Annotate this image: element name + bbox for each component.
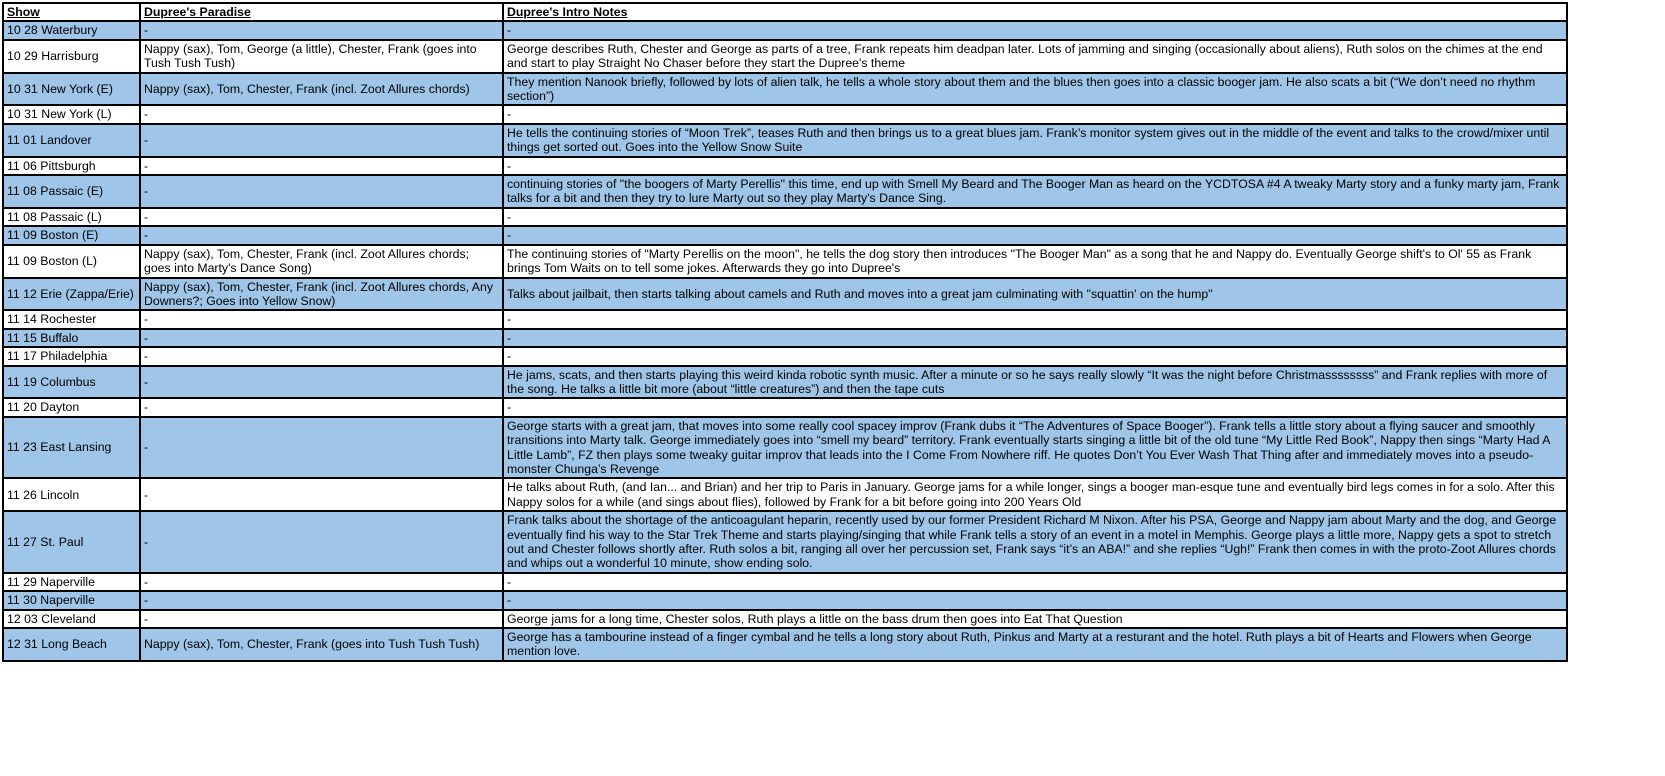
table-row: [3, 329, 1567, 347]
paradise-cell: -: [140, 398, 503, 416]
paradise-cell: -: [140, 21, 503, 39]
table-row: [3, 610, 1567, 628]
show-name-cell: 11 29 Naperville: [3, 573, 140, 591]
show-name-cell: 12 31 Long Beach: [3, 628, 140, 661]
table-row: [3, 175, 1567, 208]
paradise-cell: -: [140, 610, 503, 628]
table-row: [3, 278, 1567, 311]
table-row: [3, 310, 1567, 328]
table-row: [3, 157, 1567, 175]
paradise-cell: Nappy (sax), Tom, Chester, Frank (incl. Zoot Allures chords; goes into Marty's Dance Song): [140, 245, 503, 278]
paradise-cell: -: [140, 124, 503, 157]
show-name-cell: 11 30 Naperville: [3, 591, 140, 609]
show-name-cell: 10 31 New York (E): [3, 73, 140, 106]
table-row: [3, 478, 1567, 511]
intro-notes-cell: -: [503, 226, 1567, 244]
paradise-cell: -: [140, 511, 503, 573]
paradise-cell: -: [140, 478, 503, 511]
table-row: [3, 124, 1567, 157]
show-name-cell: 11 27 St. Paul: [3, 511, 140, 573]
show-name-cell: 11 08 Passaic (L): [3, 208, 140, 226]
paradise-cell: -: [140, 105, 503, 123]
table-row: [3, 573, 1567, 591]
show-name-cell: 10 28 Waterbury: [3, 21, 140, 39]
header-show: Show: [3, 3, 140, 21]
paradise-cell: -: [140, 366, 503, 399]
paradise-cell: -: [140, 573, 503, 591]
intro-notes-cell: continuing stories of "the boogers of Marty Perellis" this time, end up with Smell My Beard and The Booger Man as heard on the YCDTOSA #4 A tweaky Marty story and a funky marty jam, Frank talks for a bit and then they try to lure Marty out so they play Marty's Dance Sing.: [503, 175, 1567, 208]
intro-notes-cell: He tells the continuing stories of “Moon Trek”, teases Ruth and then brings us to a great blues jam. Frank’s monitor system gives out in the middle of the event and talks to the crowd/mixer until things get sorted out. Goes into the Yellow Snow Suite: [503, 124, 1567, 157]
show-name-cell: 11 09 Boston (L): [3, 245, 140, 278]
intro-notes-cell: The continuing stories of "Marty Perellis on the moon", he tells the dog story then introduces "The Booger Man" as a song that he and Nappy do. Eventually George shift's to Ol' 55 as Frank brings Tom Waits on to tell some jokes. Afterwards they go into Dupree's: [503, 245, 1567, 278]
show-name-cell: 11 20 Dayton: [3, 398, 140, 416]
paradise-cell: Nappy (sax), Tom, Chester, Frank (goes into Tush Tush Tush): [140, 628, 503, 661]
show-name-cell: 11 06 Pittsburgh: [3, 157, 140, 175]
intro-notes-cell: George starts with a great jam, that moves into some really cool spacey improv (Frank dubs it “The Adventures of Space Booger”). Frank tells a little story about a flying saucer and smoothly transitions into Marty talk. George immediately goes into “smell my beard” territory. Frank eventually starts singing a little bit of the old tune “My Little Red Book”, Nappy then sings “Marty Had A Little Lamb”, FZ then plays some tweaky guitar improv that leads into the I Come From Nowhere riff. He quotes Don’t You Ever Wash That Thing after and immediately moves into a pseudo-monster Chunga’s Revenge: [503, 417, 1567, 479]
intro-notes-cell: -: [503, 105, 1567, 123]
intro-notes-cell: He talks about Ruth, (and Ian... and Brian) and her trip to Paris in January. George jams for a while longer, sings a booger man-esque tune and eventually bird legs comes in for a solo. After this Nappy solos for a while (and sings about flies), followed by Frank for a bit before going into 200 Years Old: [503, 478, 1567, 511]
show-name-cell: 11 23 East Lansing: [3, 417, 140, 479]
table-row: [3, 398, 1567, 416]
table-row: [3, 73, 1567, 106]
show-name-cell: 10 29 Harrisburg: [3, 40, 140, 73]
paradise-cell: Nappy (sax), Tom, Chester, Frank (incl. Zoot Allures chords): [140, 73, 503, 106]
show-name-cell: 11 19 Columbus: [3, 366, 140, 399]
paradise-cell: -: [140, 226, 503, 244]
show-name-cell: 11 17 Philadelphia: [3, 347, 140, 365]
intro-notes-cell: George jams for a long time, Chester solos, Ruth plays a little on the bass drum then goes into Eat That Question: [503, 610, 1567, 628]
show-name-cell: 11 09 Boston (E): [3, 226, 140, 244]
show-name-cell: 11 08 Passaic (E): [3, 175, 140, 208]
paradise-cell: -: [140, 417, 503, 479]
show-name-cell: 11 14 Rochester: [3, 310, 140, 328]
intro-notes-cell: He jams, scats, and then starts playing this weird kinda robotic synth music. After a minute or so he says really slowly “It was the night before Christmassssssss” and Frank replies with more of the song. He talks a little bit more (about “little creatures”) and then the tape cuts: [503, 366, 1567, 399]
table-row: [3, 245, 1567, 278]
show-name-cell: 12 03 Cleveland: [3, 610, 140, 628]
paradise-cell: -: [140, 157, 503, 175]
table-row: [3, 105, 1567, 123]
intro-notes-cell: -: [503, 591, 1567, 609]
paradise-cell: -: [140, 329, 503, 347]
header-row: [3, 3, 1567, 21]
intro-notes-cell: -: [503, 347, 1567, 365]
header-dupree-intro-notes: Dupree's Intro Notes: [503, 3, 1567, 21]
shows-table: [2, 2, 1568, 662]
show-name-cell: 10 31 New York (L): [3, 105, 140, 123]
intro-notes-cell: George describes Ruth, Chester and George as parts of a tree, Frank repeats him deadpan later. Lots of jamming and singing (occasionally about aliens), Ruth solos on the chimes at the end and start to play Straight No Chaser before they start the Dupree's theme: [503, 40, 1567, 73]
table-row: [3, 208, 1567, 226]
table-row: [3, 40, 1567, 73]
table-row: [3, 591, 1567, 609]
table-row: [3, 511, 1567, 573]
header-dupree-paradise: Dupree's Paradise: [140, 3, 503, 21]
intro-notes-cell: -: [503, 208, 1567, 226]
intro-notes-cell: George has a tambourine instead of a finger cymbal and he tells a long story about Ruth, Pinkus and Marty at a resturant and the hotel. Ruth plays a bit of Hearts and Flowers when George mention love.: [503, 628, 1567, 661]
paradise-cell: -: [140, 310, 503, 328]
table-body: [3, 21, 1567, 660]
table-row: [3, 417, 1567, 479]
table-row: [3, 366, 1567, 399]
show-name-cell: 11 15 Buffalo: [3, 329, 140, 347]
table-row: [3, 226, 1567, 244]
intro-notes-cell: Talks about jailbait, then starts talking about camels and Ruth and moves into a great jam culminating with "squattin' on the hump": [503, 278, 1567, 311]
intro-notes-cell: -: [503, 157, 1567, 175]
intro-notes-cell: -: [503, 329, 1567, 347]
show-name-cell: 11 12 Erie (Zappa/Erie): [3, 278, 140, 311]
paradise-cell: -: [140, 591, 503, 609]
table-row: [3, 628, 1567, 661]
show-name-cell: 11 01 Landover: [3, 124, 140, 157]
table-row: [3, 347, 1567, 365]
paradise-cell: Nappy (sax), Tom, Chester, Frank (incl. Zoot Allures chords, Any Downers?; Goes into Yellow Snow): [140, 278, 503, 311]
paradise-cell: Nappy (sax), Tom, George (a little), Chester, Frank (goes into Tush Tush Tush): [140, 40, 503, 73]
intro-notes-cell: Frank talks about the shortage of the anticoagulant heparin, recently used by our former President Richard M Nixon. After his PSA, George and Nappy jam about Marty and the dog, and George eventually find his way to the Star Trek Theme and starts playing/singing that while Frank tells a story of an event in a motel in Memphis. George plays a little more, Nappy gets a spot to stretch out and Chester follows shortly after. Ruth solos a bit, ranging all over her percussion set, Frank says “it’s an ABA!” and she replies “Ugh!” Frank then comes in with the proto-Zoot Allures chords and whips out a wonderful 10 minute, show ending solo.: [503, 511, 1567, 573]
paradise-cell: -: [140, 208, 503, 226]
intro-notes-cell: -: [503, 310, 1567, 328]
paradise-cell: -: [140, 175, 503, 208]
intro-notes-cell: -: [503, 573, 1567, 591]
intro-notes-cell: -: [503, 21, 1567, 39]
table-row: [3, 21, 1567, 39]
intro-notes-cell: -: [503, 398, 1567, 416]
paradise-cell: -: [140, 347, 503, 365]
show-name-cell: 11 26 Lincoln: [3, 478, 140, 511]
intro-notes-cell: They mention Nanook briefly, followed by lots of alien talk, he tells a whole story about them and the blues then goes into a classic booger jam. He also scats a bit (“We don’t need no rhythm section”): [503, 73, 1567, 106]
